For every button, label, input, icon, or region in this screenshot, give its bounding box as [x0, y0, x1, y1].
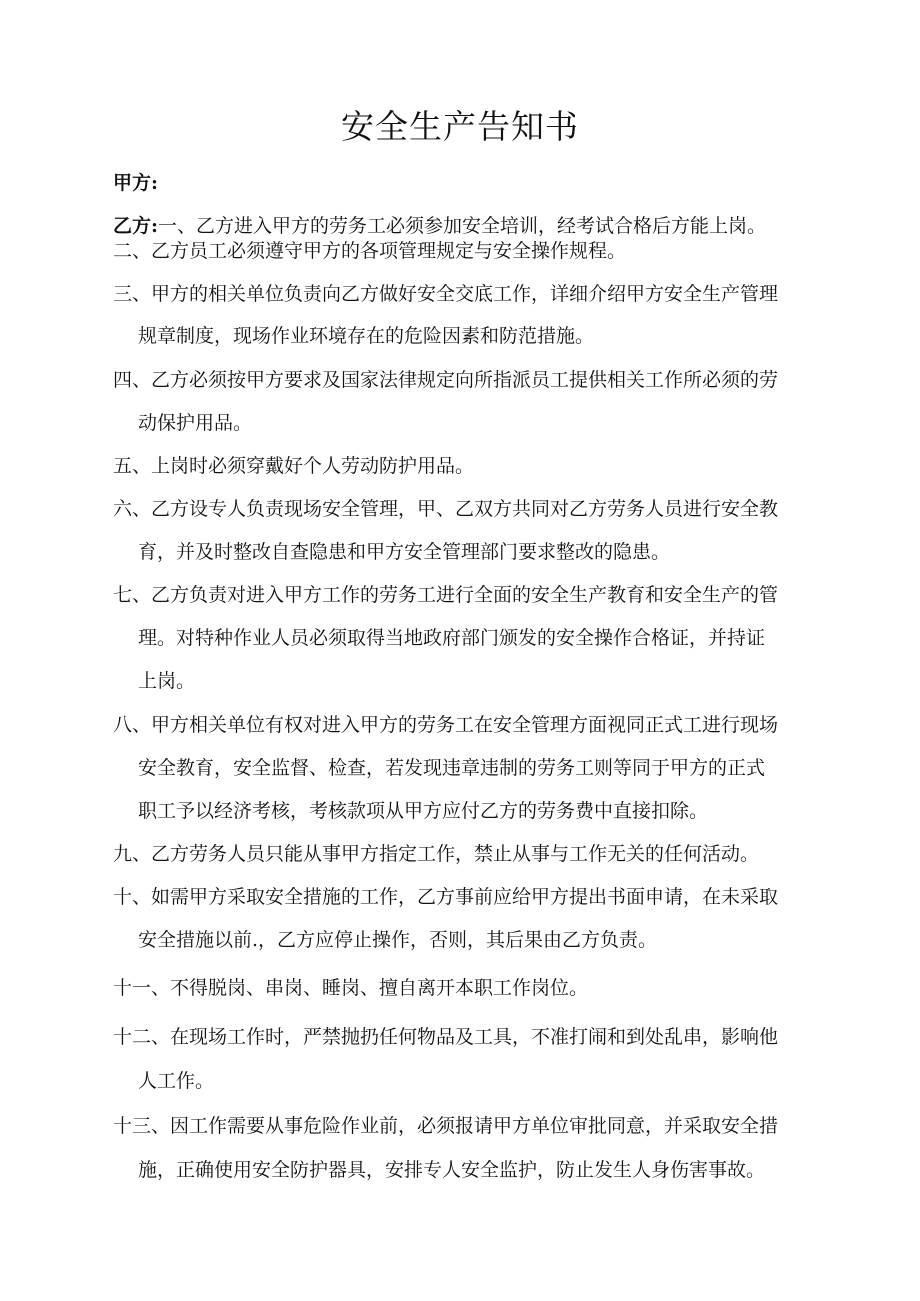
- clause-5-line-1: 五、上岗时必须穿戴好个人劳动防护用品。: [113, 455, 475, 477]
- clause-1-text: 一、乙方进入甲方的劳务工必须参加安全培训，经考试合格后方能上岗。: [158, 215, 767, 237]
- party-b-label: 乙方:: [113, 215, 159, 237]
- clause-4-line-2: 动保护用品。: [138, 412, 253, 434]
- party-a-label: 甲方:: [113, 172, 159, 194]
- clause-6-line-2: 育，并及时整改自查隐患和甲方安全管理部门要求整改的隐患。: [138, 541, 671, 563]
- clause-13-line-2: 施，正确使用安全防护器具，安排专人安全监护，防止发生人身伤害事故。: [138, 1159, 766, 1181]
- clause-7-line-2: 理。对特种作业人员必须取得当地政府部门颁发的安全操作合格证，并持证: [138, 627, 766, 649]
- page-title: 安全生产告知书: [341, 107, 579, 146]
- clause-10-line-2: 安全措施以前.，乙方应停止操作，否则，其后果由乙方负责。: [138, 929, 658, 951]
- clause-9-line-1: 九、乙方劳务人员只能从事甲方指定工作，禁止从事与工作无关的任何活动。: [113, 843, 760, 865]
- clause-8-line-2: 安全教育，安全监督、检查，若发现违章违制的劳务工则等同于甲方的正式: [138, 757, 766, 779]
- clause-7-line-3: 上岗。: [138, 670, 196, 692]
- clause-3-line-1: 三、甲方的相关单位负责向乙方做好安全交底工作，详细介绍甲方安全生产管理: [113, 283, 779, 305]
- clause-2-line-1: 二、乙方员工必须遵守甲方的各项管理规定与安全操作规程。: [113, 240, 627, 262]
- clause-12-line-2: 人工作。: [138, 1070, 215, 1092]
- clause-13-line-1: 十三、因工作需要从事危险作业前，必须报请甲方单位审批同意，并采取安全措: [113, 1115, 779, 1137]
- clause-3-line-2: 规章制度，现场作业环境存在的危险因素和防范措施。: [138, 325, 595, 347]
- clause-10-line-1: 十、如需甲方采取安全措施的工作，乙方事前应给甲方提出书面申请，在未采取: [113, 886, 779, 908]
- clause-12-line-1: 十二、在现场工作时，严禁抛扔任何物品及工具，不准打闹和到处乱串，影响他: [113, 1026, 779, 1048]
- clause-8-line-3: 职工予以经济考核，考核款项从甲方应付乙方的劳务费中直接扣除。: [138, 800, 709, 822]
- clause-11-line-1: 十一、不得脱岗、串岗、睡岗、擅自离开本职工作岗位。: [113, 977, 589, 999]
- clause-4-line-1: 四、乙方必须按甲方要求及国家法律规定向所指派员工提供相关工作所必须的劳: [113, 369, 779, 391]
- clause-7-line-1: 七、乙方负责对进入甲方工作的劳务工进行全面的安全生产教育和安全生产的管: [113, 584, 779, 606]
- clause-6-line-1: 六、乙方设专人负责现场安全管理，甲、乙双方共同对乙方劳务人员进行安全教: [113, 498, 779, 520]
- clause-8-line-1: 八、甲方相关单位有权对进入甲方的劳务工在安全管理方面视同正式工进行现场: [113, 714, 779, 736]
